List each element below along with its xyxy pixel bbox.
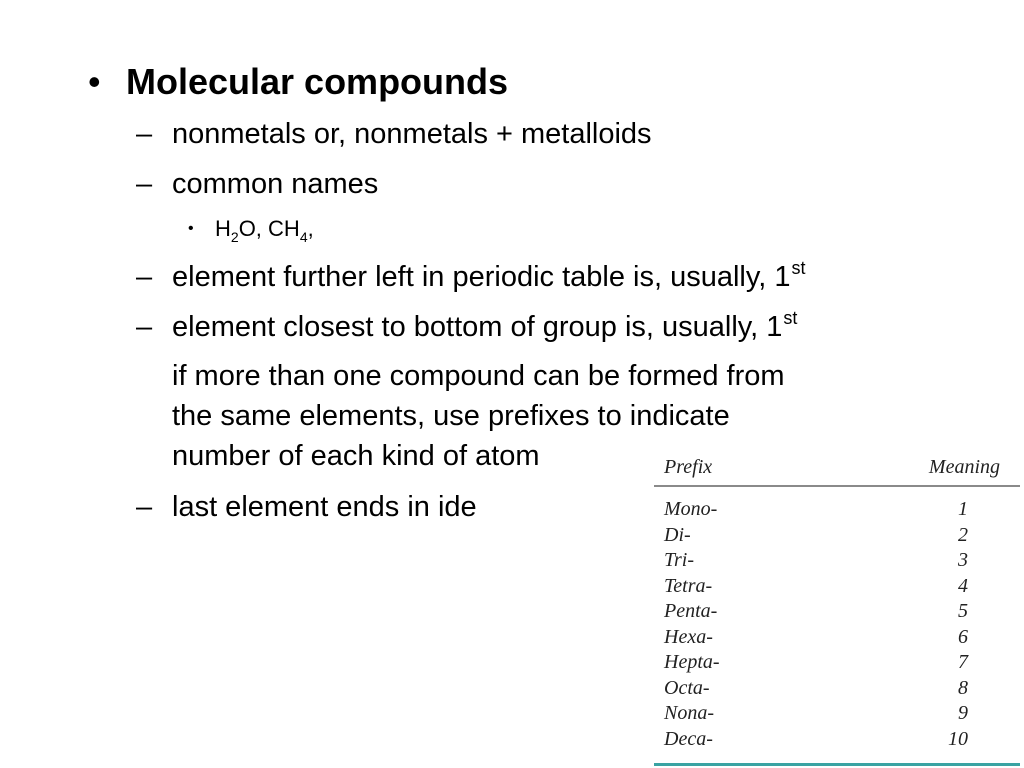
cell-meaning: 9 xyxy=(958,702,968,724)
dash-icon: – xyxy=(136,311,153,343)
dash-icon: – xyxy=(136,168,153,200)
table-row xyxy=(654,649,1020,675)
bottom-rule xyxy=(654,763,1020,766)
cell-meaning: 1 xyxy=(958,498,968,520)
cell-meaning: 7 xyxy=(958,651,968,673)
header-rule xyxy=(654,485,1020,487)
dash-icon: – xyxy=(136,118,153,150)
cell-prefix: Deca- xyxy=(664,727,713,750)
column-header-prefix: Prefix xyxy=(664,456,713,478)
item-text-main: element further left in periodic table is, usually, 1 xyxy=(172,261,791,293)
table-row xyxy=(654,573,1020,599)
cell-prefix: Tetra- xyxy=(664,574,713,597)
table-row xyxy=(654,700,1020,726)
cell-prefix: Hepta- xyxy=(664,651,720,673)
table-row xyxy=(654,522,1020,548)
column-header-meaning: Meaning xyxy=(928,456,1000,478)
sub-bullet-icon: • xyxy=(188,220,194,237)
ordinal-superscript: st xyxy=(783,308,798,328)
paragraph-line: number of each kind of atom xyxy=(172,440,540,472)
cell-meaning: 10 xyxy=(948,727,968,750)
item-text xyxy=(172,259,805,298)
dash-icon: – xyxy=(136,261,153,293)
paragraph-line: if more than one compound can be formed from xyxy=(172,360,785,392)
cell-meaning: 6 xyxy=(958,625,968,648)
table-rows xyxy=(654,496,1020,751)
table-row xyxy=(654,496,1020,522)
cell-prefix: Hexa- xyxy=(664,625,713,648)
cell-prefix: Nona- xyxy=(664,702,714,724)
formula-trailing-comma: , xyxy=(307,216,314,241)
formula-h: H xyxy=(215,216,231,241)
cell-prefix: Penta- xyxy=(664,600,718,622)
formula-h-subscript: 2 xyxy=(230,229,239,245)
cell-prefix: Di- xyxy=(664,523,691,546)
slide-title: Molecular compounds xyxy=(126,61,509,102)
cell-prefix: Mono- xyxy=(664,498,718,520)
table-row xyxy=(654,726,1020,752)
item-text: nonmetals or, nonmetals + metalloids xyxy=(172,118,652,150)
table-row xyxy=(654,675,1020,701)
cell-meaning: 2 xyxy=(958,523,968,546)
table-row xyxy=(654,547,1020,573)
cell-prefix: Octa- xyxy=(664,676,710,699)
cell-meaning: 5 xyxy=(958,600,968,622)
dash-icon: – xyxy=(136,491,153,523)
item-text-main: element closest to bottom of group is, usually, 1 xyxy=(172,311,783,343)
table-row xyxy=(654,624,1020,650)
formula-o-ch: O, CH xyxy=(238,216,300,241)
ordinal-superscript: st xyxy=(791,258,806,278)
prefix-table xyxy=(654,450,1020,768)
formula-text xyxy=(215,214,314,246)
item-text xyxy=(172,309,797,348)
cell-prefix: Tri- xyxy=(664,549,695,571)
cell-meaning: 4 xyxy=(958,574,968,597)
paragraph-line: the same elements, use prefixes to indicate xyxy=(172,400,730,432)
item-text: common names xyxy=(172,168,379,200)
formula-ch-subscript: 4 xyxy=(299,229,308,245)
item-text: last element ends in ide xyxy=(172,491,477,523)
table-row xyxy=(654,598,1020,624)
cell-meaning: 8 xyxy=(958,676,968,699)
cell-meaning: 3 xyxy=(958,549,968,571)
bullet-icon: • xyxy=(88,61,101,102)
